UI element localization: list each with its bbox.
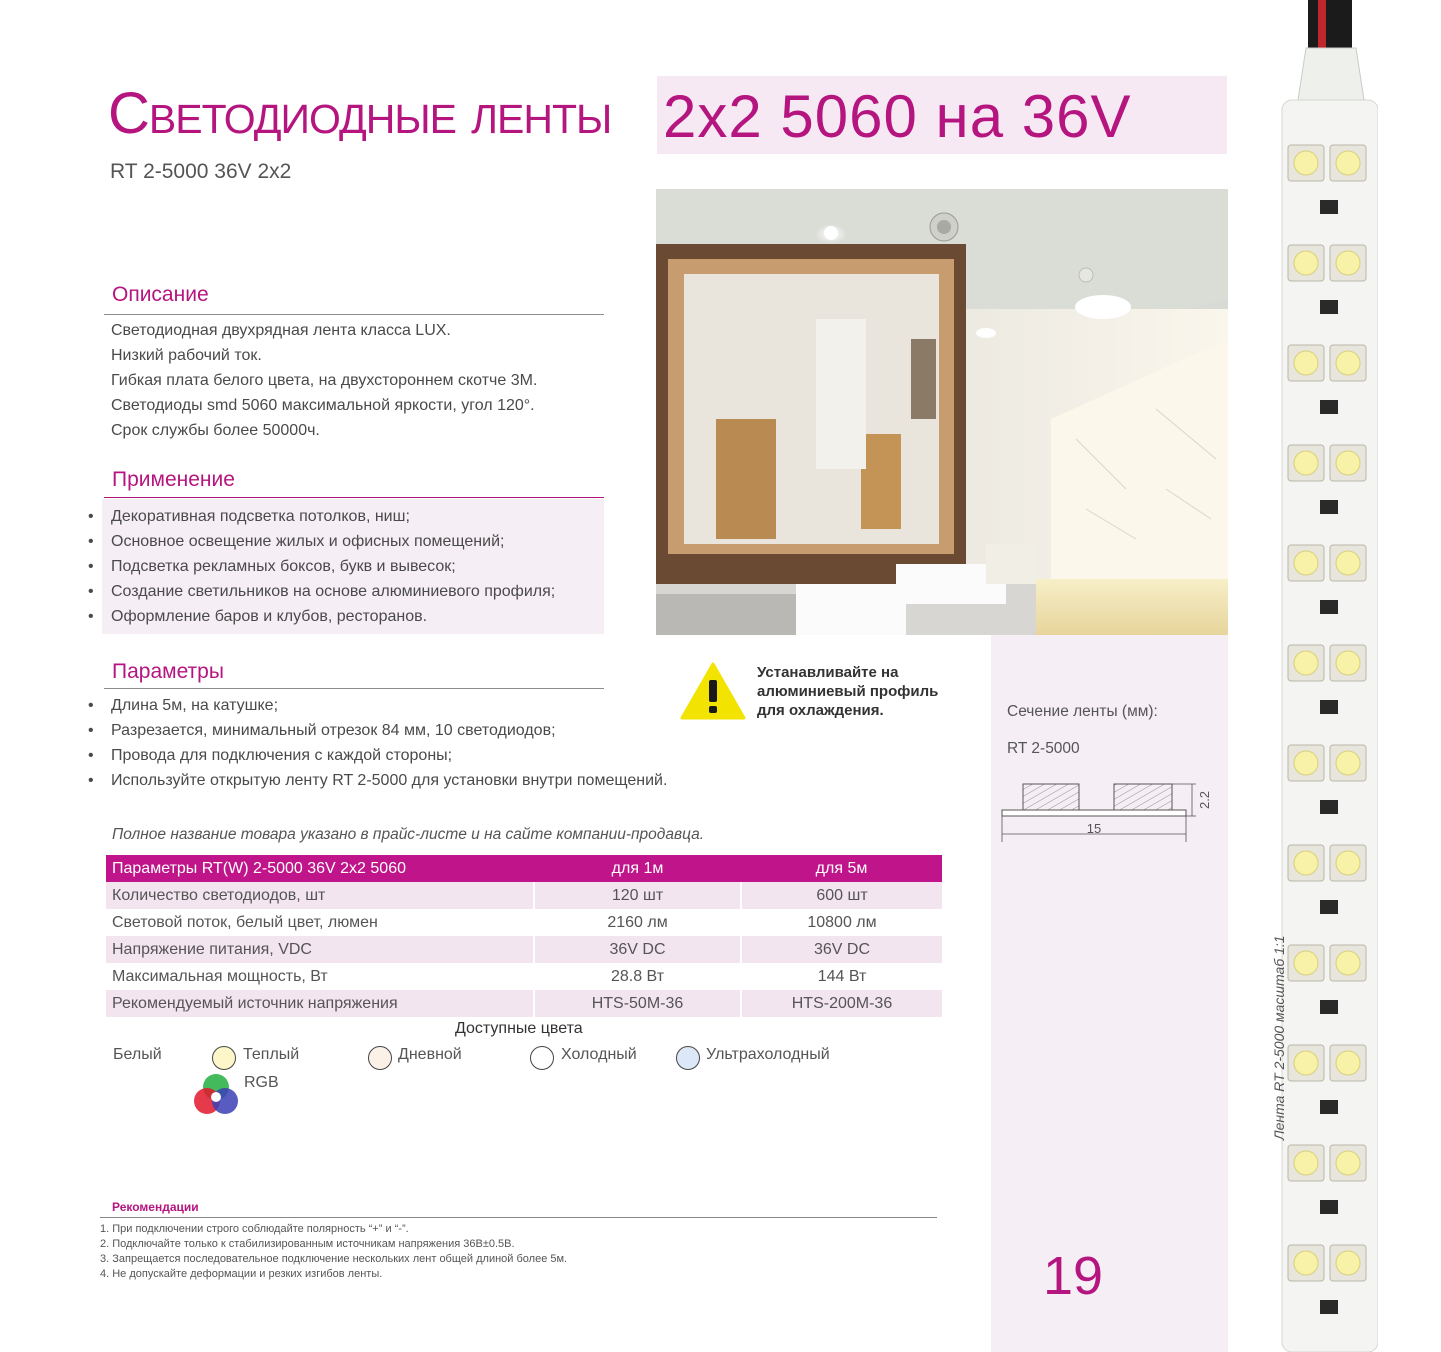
led-phosphor: [1294, 851, 1318, 875]
color-label: Ультрахолодный: [706, 1046, 830, 1063]
table-row: [106, 909, 942, 936]
page-number: 19: [1043, 1246, 1104, 1306]
table-cell: Световой поток, белый цвет, люмен: [112, 913, 378, 931]
led-phosphor: [1336, 551, 1360, 575]
table-header: Параметры RT(W) 2-5000 36V 2x2 5060: [106, 855, 534, 882]
led-phosphor: [1294, 1051, 1318, 1075]
led-phosphor: [1294, 151, 1318, 175]
rgb-label: RGB: [244, 1074, 279, 1091]
height-dimension: 2.2: [1197, 790, 1212, 810]
colors-title: Доступные цвета: [455, 1020, 583, 1037]
description-line: Срок службы более 50000ч.: [111, 422, 320, 439]
list-item: • Провода для подключения с каждой стороны;: [88, 743, 667, 768]
table-cell: 28.8 Вт: [534, 963, 741, 990]
description-line: Гибкая плата белого цвета, на двухстороннем скотче 3M.: [111, 372, 538, 389]
table-row: [106, 990, 942, 1017]
list-item: • Разрезается, минимальный отрезок 84 мм, 10 светодиодов;: [88, 718, 667, 743]
led-phosphor: [1294, 1251, 1318, 1275]
table-cell: 120 шт: [534, 882, 741, 909]
table-header: для 5м: [741, 855, 942, 882]
parameters-heading: Параметры: [112, 660, 224, 683]
strip-caption: Лента RT 2-5000 масштаб 1:1: [1271, 935, 1287, 1140]
list-item: • Оформление баров и клубов, ресторанов.: [88, 604, 555, 629]
list-item: • Декоративная подсветка потолков, ниш;: [88, 504, 555, 529]
table-row: [106, 882, 942, 909]
resistor: [1320, 200, 1338, 214]
description-heading: Описание: [112, 283, 209, 306]
table-cell: Максимальная мощность, Вт: [112, 967, 328, 985]
led-phosphor: [1336, 1251, 1360, 1275]
color-group-label: Белый: [113, 1046, 162, 1063]
resistor: [1320, 1300, 1338, 1314]
cross-section-diagram: [998, 776, 1218, 846]
led-phosphor: [1294, 351, 1318, 375]
cross-section-label: Сечение ленты (мм):: [1007, 703, 1158, 720]
recommendation-item: 1. При подключении строго соблюдайте полярность “+” и “-”.: [100, 1223, 409, 1235]
resistor: [1320, 800, 1338, 814]
application-list: [88, 504, 555, 629]
table-header: для 1м: [534, 855, 741, 882]
list-item: • Основное освещение жилых и офисных помещений;: [88, 529, 555, 554]
led-phosphor: [1294, 451, 1318, 475]
description-rule: [104, 314, 604, 315]
table-cell: 10800 лм: [741, 909, 942, 936]
table-cell: 600 шт: [741, 882, 942, 909]
led-phosphor: [1336, 651, 1360, 675]
color-label: Дневной: [398, 1046, 462, 1063]
color-swatch-warm: [212, 1046, 236, 1070]
led-phosphor: [1336, 251, 1360, 275]
resistor: [1320, 400, 1338, 414]
resistor: [1320, 900, 1338, 914]
led-phosphor: [1336, 951, 1360, 975]
table-cell: 36V DC: [741, 936, 942, 963]
product-note: Полное название товара указано в прайс-листе и на сайте компании-продавца.: [112, 826, 705, 843]
model-subtitle: RT 2-5000 36V 2x2: [110, 160, 292, 183]
table-cell: HTS-50M-36: [534, 990, 741, 1017]
description-text: [111, 318, 537, 443]
model-badge: [657, 76, 1227, 154]
recommendation-item: 3. Запрещается последовательное подключение нескольких лент общей длиной более 5м.: [100, 1253, 568, 1265]
parameters-rule: [104, 688, 604, 689]
led-phosphor: [1336, 851, 1360, 875]
warning-line: алюминиевый профиль: [757, 683, 939, 700]
table-cell: 144 Вт: [741, 963, 942, 990]
resistor: [1320, 1200, 1338, 1214]
application-rule: [104, 497, 604, 498]
table-cell: Рекомендуемый источник напряжения: [106, 990, 534, 1017]
bathroom-photo: [656, 189, 1228, 635]
led-phosphor: [1336, 151, 1360, 175]
recommendations-rule: [100, 1217, 937, 1218]
resistor: [1320, 1000, 1338, 1014]
recommendation-item: 2. Подключайте только к стабилизированным источникам напряжения 36В±0.5В.: [100, 1238, 515, 1250]
description-line: Светодиоды smd 5060 максимальной яркости, угол 120°.: [111, 397, 535, 414]
table-row: [106, 936, 942, 963]
table-cell: Напряжение питания, VDC: [106, 936, 534, 963]
list-item: • Длина 5м, на катушке;: [88, 693, 667, 718]
recommendation-item: 4. Не допускайте деформации и резких изгибов ленты.: [100, 1268, 383, 1280]
led-phosphor: [1294, 951, 1318, 975]
led-phosphor: [1336, 1151, 1360, 1175]
resistor: [1320, 500, 1338, 514]
description-line: Низкий рабочий ток.: [111, 347, 262, 364]
color-swatch-day: [368, 1046, 392, 1070]
rgb-icon: [191, 1070, 241, 1120]
led-phosphor: [1294, 551, 1318, 575]
application-heading: Применение: [112, 468, 235, 491]
spec-table: [106, 855, 942, 1017]
led-phosphor: [1294, 651, 1318, 675]
list-item: • Используйте открытую ленту RT 2-5000 для установки внутри помещений.: [88, 768, 667, 793]
resistor: [1320, 600, 1338, 614]
table-header-row: [106, 855, 942, 882]
cross-section-model: RT 2-5000: [1007, 740, 1080, 757]
recommendations-list: [100, 1222, 567, 1282]
led-phosphor: [1336, 1051, 1360, 1075]
led-phosphor: [1336, 451, 1360, 475]
resistor: [1320, 1100, 1338, 1114]
list-item: • Создание светильников на основе алюминиевого профиля;: [88, 579, 555, 604]
description-line: Светодиодная двухрядная лента класса LUX.: [111, 322, 451, 339]
width-dimension: 15: [1086, 821, 1102, 836]
color-swatch-ultracold: [676, 1046, 700, 1070]
led-phosphor: [1336, 351, 1360, 375]
parameters-list: [88, 693, 667, 793]
warning-icon: [680, 662, 746, 720]
led-phosphor: [1294, 751, 1318, 775]
color-swatch-cold: [530, 1046, 554, 1070]
led-strip-illustration: [1278, 0, 1378, 1352]
led-phosphor: [1336, 751, 1360, 775]
color-label: Теплый: [243, 1046, 300, 1063]
warning-text: [757, 663, 938, 720]
table-cell: HTS-200M-36: [741, 990, 942, 1017]
resistor: [1320, 700, 1338, 714]
led-phosphor: [1294, 1151, 1318, 1175]
warning-line: Устанавливайте на: [757, 664, 899, 681]
list-item: • Подсветка рекламных боксов, букв и вывесок;: [88, 554, 555, 579]
table-cell: Количество светодиодов, шт: [106, 882, 534, 909]
table-row: [106, 963, 942, 990]
color-label: Холодный: [561, 1046, 637, 1063]
resistor: [1320, 300, 1338, 314]
warning-line: для охлаждения.: [757, 702, 884, 719]
page-title: Светодиодные ленты: [108, 81, 612, 146]
badge-text: 2х2 5060 на 36V: [663, 83, 1132, 150]
recommendations-heading: Рекомендации: [112, 1200, 199, 1214]
led-phosphor: [1294, 251, 1318, 275]
table-cell: 2160 лм: [534, 909, 741, 936]
table-cell: 36V DC: [534, 936, 741, 963]
